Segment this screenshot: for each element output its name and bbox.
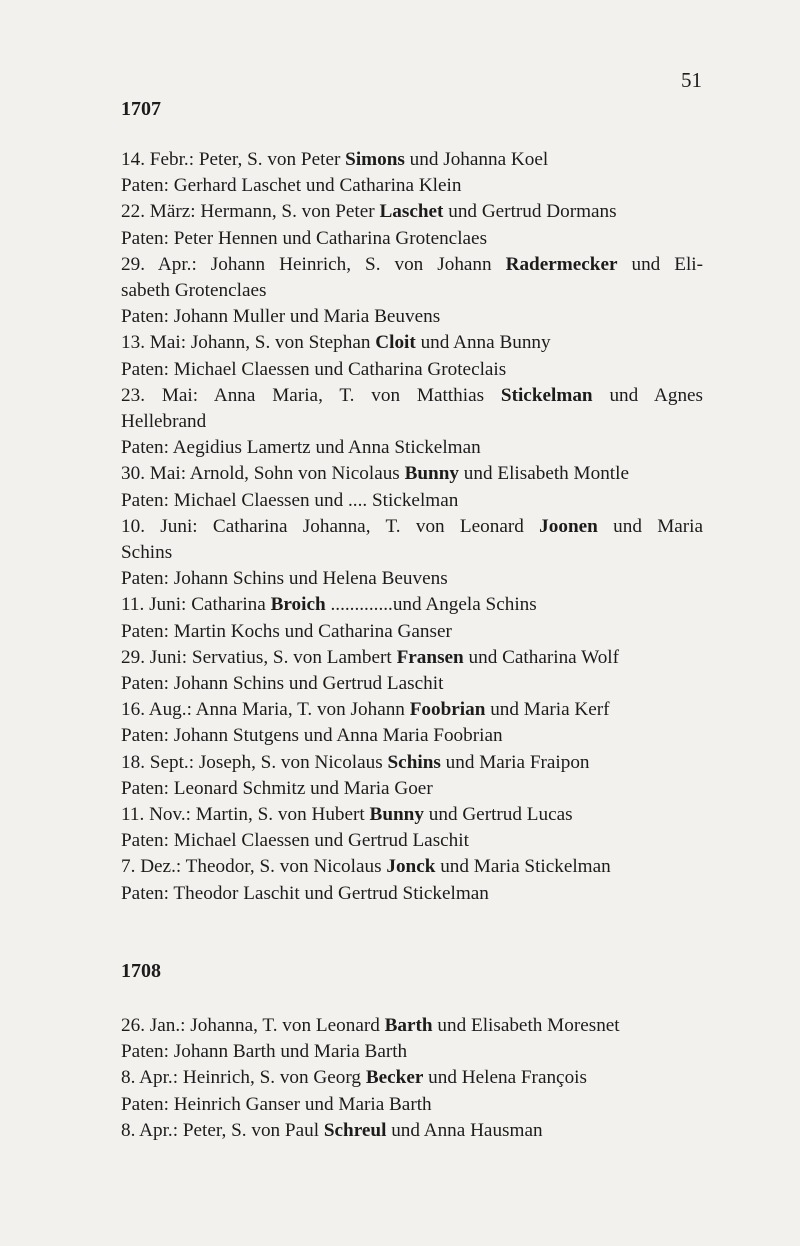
baptism-record-line: 26. Jan.: Johanna, T. von Leonard Barth und Elisabeth Moresnet <box>121 1015 620 1036</box>
child-name: Peter <box>198 149 238 170</box>
baptism-entry <box>121 1013 703 1065</box>
baptism-record-line: 29. Juni: Servatius, S. von Lambert Fransen und Catharina Wolf <box>121 646 620 668</box>
baptism-entry <box>121 514 703 593</box>
baptism-entry <box>121 1065 703 1117</box>
entry-date: 8. Apr.: <box>121 1119 179 1141</box>
child-name: Servatius <box>191 646 264 668</box>
child-name: Catharina <box>191 594 266 616</box>
family-surname: Bunny <box>369 804 424 826</box>
mother-name: und Maria Fraipon <box>445 751 590 773</box>
godparents-line: Paten: Michael Claessen und Catharina Groteclais <box>121 358 507 380</box>
relation: Sohn von Nicolaus <box>253 463 400 485</box>
mother-name: und Elisabeth Montle <box>463 463 629 485</box>
family-surname: Becker <box>365 1067 424 1089</box>
child-name: Heinrich <box>182 1067 250 1089</box>
baptism-record-line: 30. Mai: Arnold, Sohn von Nicolaus Bunny und Elisabeth Montle <box>121 463 629 485</box>
baptism-entry <box>121 252 703 331</box>
relation: S. von Stephan <box>254 332 371 354</box>
mother-name-continued: Hellebrand <box>121 411 207 433</box>
godparents-line: Paten: Johann Stutgens und Anna Maria Foobrian <box>121 725 503 747</box>
mother-name-continued: sabeth Grotenclaes <box>121 280 267 302</box>
relation: S. von Georg <box>259 1067 362 1089</box>
godparents-line: Paten: Martin Kochs und Catharina Ganser <box>121 620 452 642</box>
child-name: Hermann <box>200 201 272 223</box>
entry-date: 7. Dez.: <box>121 856 182 878</box>
mother-name: und Catharina Wolf <box>468 646 620 668</box>
baptism-entry <box>121 199 703 251</box>
godparents-line: Paten: Leonard Schmitz und Maria Goer <box>121 777 433 799</box>
entry-date: 11. Juni: <box>121 594 187 616</box>
baptism-entry <box>121 697 703 749</box>
relation: T. von Johann <box>297 699 405 721</box>
entry-date: 26. Jan.: <box>121 1015 186 1036</box>
entry-date: 30. Mai: <box>121 463 187 485</box>
family-surname: Broich <box>270 594 326 616</box>
relation: S. von Hubert <box>257 804 365 826</box>
baptism-entry <box>121 592 703 644</box>
baptism-list-1707 <box>121 147 703 907</box>
entry-date: 22. März: <box>121 201 196 223</box>
baptism-record-line <box>121 592 703 618</box>
relation: T. von Matthias <box>339 384 485 406</box>
family-surname: Joonen <box>539 515 598 537</box>
relation: S. von Paul <box>231 1119 320 1141</box>
year-heading-1708: 1708 <box>121 960 161 982</box>
mother-name: und Anna Hausman <box>391 1119 543 1141</box>
child-name: Arnold <box>189 463 245 485</box>
godparents-line: Paten: Johann Muller und Maria Beuvens <box>121 306 441 328</box>
family-surname: Schins <box>387 751 441 773</box>
baptism-entry <box>121 383 703 462</box>
family-surname: Jonck <box>386 856 436 878</box>
baptism-entry <box>121 750 703 802</box>
baptism-list-1708 <box>121 1013 703 1144</box>
relation: S. von Peter <box>247 149 341 170</box>
child-name: Joseph <box>198 751 252 773</box>
family-surname: Fransen <box>396 646 464 668</box>
relation: S. von Nicolaus <box>260 751 383 773</box>
family-surname: Bunny <box>404 463 459 485</box>
baptism-entry <box>121 645 703 697</box>
baptism-entry <box>121 147 703 199</box>
entry-date: 10. Juni: <box>121 515 198 537</box>
baptism-entry <box>121 330 703 382</box>
relation: S. von Nicolaus <box>259 856 382 878</box>
baptism-record-line: 16. Aug.: Anna Maria, T. von Johann Foobrian und Maria Kerf <box>121 699 610 721</box>
baptism-record-line: 18. Sept.: Joseph, S. von Nicolaus Schins und Maria Fraipon <box>121 751 590 773</box>
baptism-entry <box>121 461 703 513</box>
mother-name: und Eli- <box>631 253 704 275</box>
child-name: Johann Heinrich <box>210 253 347 275</box>
godparents-line: Paten: Johann Schins und Helena Beuvens <box>121 568 448 590</box>
mother-name: und Anna Bunny <box>420 332 551 354</box>
child-name: Peter <box>182 1119 222 1141</box>
godparents-line: Paten: Theodor Laschit und Gertrud Stickelman <box>121 882 489 904</box>
relation: S. von Peter <box>281 201 375 223</box>
godparents-line: Paten: Peter Hennen und Catharina Grotenclaes <box>121 227 488 249</box>
baptism-record-line: 14. Febr.: Peter, S. von Peter Simons und Johanna Koel <box>121 149 549 170</box>
entry-date: 8. Apr.: <box>121 1067 179 1089</box>
child-name: Catharina Johanna <box>212 515 366 537</box>
baptism-record-line: 8. Apr.: Heinrich, S. von Georg Becker und Helena François <box>121 1067 587 1089</box>
mother-name: und Johanna Koel <box>409 149 549 170</box>
mother-name: und Maria Kerf <box>490 699 610 721</box>
family-surname: Barth <box>384 1015 433 1036</box>
mother-name: und Helena François <box>428 1067 587 1089</box>
entry-date: 13. Mai: <box>121 332 187 354</box>
baptism-entry <box>121 854 703 906</box>
family-surname: Laschet <box>379 201 444 223</box>
entry-date: 11. Nov.: <box>121 804 191 826</box>
entry-date: 29. Juni: <box>121 646 188 668</box>
godparents-line: Paten: Aegidius Lamertz und Anna Stickelman <box>121 437 481 459</box>
child-name: Martin <box>195 804 249 826</box>
godparents-line: Paten: Michael Claessen und Gertrud Laschit <box>121 830 469 852</box>
family-surname: Cloit <box>375 332 416 354</box>
baptism-record-line: 11. Nov.: Martin, S. von Hubert Bunny und Gertrud Lucas <box>121 804 573 826</box>
godparents-line: Paten: Heinrich Ganser und Maria Barth <box>121 1093 432 1115</box>
baptism-record-line: 22. März: Hermann, S. von Peter Laschet und Gertrud Dormans <box>121 201 617 223</box>
child-name: Anna Maria <box>213 384 319 406</box>
mother-name: und Maria <box>613 515 704 537</box>
entry-date: 23. Mai: <box>121 384 199 406</box>
entry-date: 14. Febr.: <box>121 149 195 170</box>
mother-name: .............und Angela Schins <box>330 594 537 616</box>
relation: T. von Leonard <box>385 515 524 537</box>
family-surname: Schreul <box>323 1119 387 1141</box>
mother-name: und Gertrud Dormans <box>448 201 617 223</box>
year-heading-1707: 1707 <box>121 98 161 120</box>
child-name: Theodor <box>185 856 250 878</box>
family-surname: Simons <box>345 149 405 170</box>
child-name: Johann <box>190 332 246 354</box>
baptism-record-line: 7. Dez.: Theodor, S. von Nicolaus Jonck und Maria Stickelman <box>121 856 611 878</box>
page-number: 51 <box>681 68 702 92</box>
entry-date: 29. Apr.: <box>121 253 197 275</box>
child-name: Anna Maria <box>195 699 288 721</box>
baptism-record-line: 29. Apr.: Johann Heinrich, S. von Johann Radermecker und Eli- <box>121 253 704 275</box>
baptism-record-line: 23. Mai: Anna Maria, T. von Matthias Stickelman und Agnes <box>121 384 704 406</box>
godparents-line: Paten: Johann Barth und Maria Barth <box>121 1041 408 1063</box>
mother-name: und Gertrud Lucas <box>428 804 573 826</box>
baptism-record-line: 10. Juni: Catharina Johanna, T. von Leonard Joonen und Maria <box>121 515 704 537</box>
godparents-line: Paten: Johann Schins und Gertrud Laschit <box>121 673 444 695</box>
mother-name-continued: Schins <box>121 542 173 564</box>
baptism-entry <box>121 802 703 854</box>
entry-date: 18. Sept.: <box>121 751 195 773</box>
godparents-line: Paten: Gerhard Laschet und Catharina Klein <box>121 175 462 197</box>
godparents-line: Paten: Michael Claessen und .... Stickelman <box>121 489 459 511</box>
relation: S. von Lambert <box>272 646 392 668</box>
relation: S. von Johann <box>365 253 492 275</box>
mother-name: und Agnes <box>609 384 704 406</box>
relation: T. von Leonard <box>262 1015 380 1036</box>
family-surname: Radermecker <box>505 253 618 275</box>
baptism-record-line: 13. Mai: Johann, S. von Stephan Cloit und Anna Bunny <box>121 332 551 354</box>
baptism-record-line: 8. Apr.: Peter, S. von Paul Schreul und Anna Hausman <box>121 1119 543 1141</box>
mother-name: und Maria Stickelman <box>440 856 611 878</box>
family-surname: Foobrian <box>409 699 486 721</box>
child-name: Johanna <box>190 1015 254 1036</box>
baptism-entry <box>121 1118 703 1144</box>
family-surname: Stickelman <box>500 384 593 406</box>
mother-name: und Elisabeth Moresnet <box>437 1015 620 1036</box>
entry-date: 16. Aug.: <box>121 699 192 721</box>
